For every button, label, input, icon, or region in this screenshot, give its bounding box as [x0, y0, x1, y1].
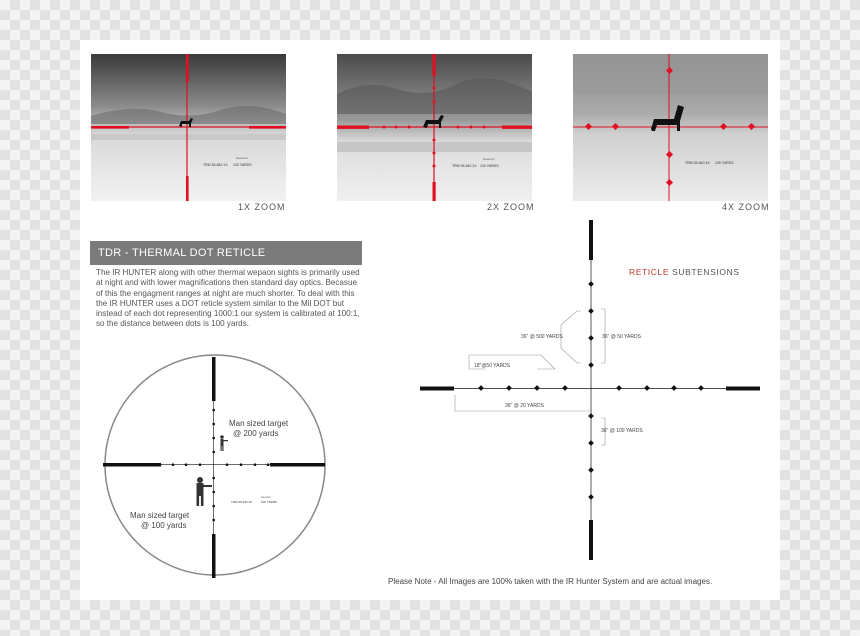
zoom-image-1x: [91, 54, 286, 201]
scope-reticle-diagram: [100, 352, 332, 584]
reticle-word: RETICLE: [629, 267, 670, 277]
label-36-at-20: 36" @ 20 YARDS: [505, 403, 544, 409]
label-36-at-100: 36" @ 100 YARDS: [601, 428, 643, 434]
scope-mode: Geometr: [261, 496, 272, 499]
zoom-1x-readout-a: TRM 35-640 1X: [203, 163, 228, 167]
scope-readout-a: TRM 35-640 4X: [231, 500, 253, 504]
tdr-description: The IR HUNTER along with other thermal wepaon sights is primarily used at night and with lower magnifications then standard day optics. Becasue of this the engagment ranges at night are much shorter. To deal with this the IR HUNTER uses a DOT reticle system similar to the Mil DOT but instead of each dot representing 1000:1 our system is calibrated at 100:1, so the distance between dots is 100 yards.: [96, 268, 360, 329]
zoom-label-1x: 1X ZOOM: [238, 202, 286, 212]
label-36-at-50: 36" @ 50 YARDS: [602, 334, 641, 340]
label-18-at-50: 18"@50 YARDS: [474, 363, 511, 369]
target-200-line-1: Man sized target: [229, 419, 289, 428]
zoom-image-4x: [573, 54, 768, 201]
scope-readout-b: 100 YARDS: [261, 500, 277, 504]
zoom-1x-mode: Geometr: [236, 156, 248, 160]
label-36-at-500: 36" @ 500 YARDS: [521, 334, 563, 340]
target-100-line-1: Man sized target: [130, 511, 190, 520]
zoom-image-2x: [337, 54, 532, 201]
zoom-2x-readout-b: 100 YARDS: [480, 164, 499, 168]
zoom-4x-readout-b: 100 YARDS: [715, 161, 734, 165]
target-200-line-2: @ 200 yards: [233, 429, 279, 438]
zoom-4x-readout-a: TRM 35-640 4X: [685, 161, 710, 165]
zoom-label-4x: 4X ZOOM: [722, 202, 770, 212]
reticle-subtension-diagram: [415, 215, 765, 565]
zoom-label-2x: 2X ZOOM: [487, 202, 535, 212]
subtensions-word: SUBTENSIONS: [672, 267, 740, 277]
zoom-1x-readout-b: 100 YARDS: [233, 163, 252, 167]
zoom-2x-readout-a: TRM 35-640 2X: [452, 164, 477, 168]
target-100-line-2: @ 100 yards: [141, 521, 187, 530]
footer-note: Please Note - All Images are 100% taken with the IR Hunter System and are actual images.: [388, 577, 713, 586]
zoom-2x-mode: Geometr: [483, 157, 495, 161]
tdr-title: TDR - THERMAL DOT RETICLE: [90, 241, 362, 265]
